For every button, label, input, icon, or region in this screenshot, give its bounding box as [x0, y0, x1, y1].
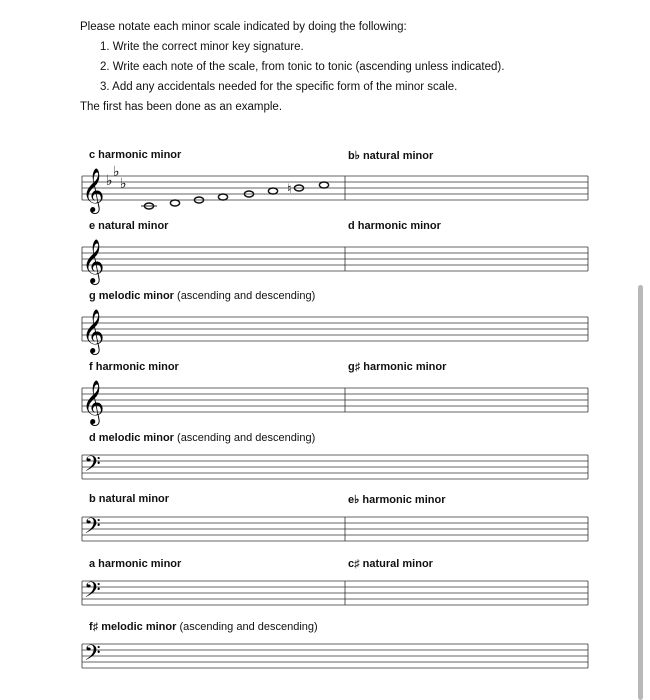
bass-clef-icon: 𝄢: [84, 578, 101, 608]
bass-clef-icon: 𝄢: [84, 641, 101, 671]
staff-a-harmonic-csharp-natural: [0, 567, 650, 627]
treble-clef-icon: 𝄞: [82, 239, 105, 283]
staff-e-natural-d-harmonic: [0, 233, 650, 293]
key-signature-flat-b: ♭: [106, 173, 113, 189]
note-f-whole: [218, 194, 227, 200]
exercise-label-g-melodic-minor: g melodic minor (ascending and descending): [89, 290, 316, 302]
note-aflat-whole: [268, 188, 277, 194]
exercise-label-b-natural-minor: b natural minor: [89, 493, 170, 505]
staff-c-harmonic-minor-example: [0, 162, 650, 222]
exercise-label-d-melodic-minor: d melodic minor (ascending and descending): [89, 432, 316, 444]
exercise-label-f-harmonic-minor: f harmonic minor: [89, 361, 179, 373]
exercise-label-c-harmonic-minor: c harmonic minor: [89, 149, 182, 161]
staff-f-harmonic-gsharp-harmonic: [0, 374, 650, 434]
note-d-whole: [170, 200, 179, 206]
note-c-high-whole: [319, 182, 328, 188]
instructions-intro: Please notate each minor scale indicated by doing the following:: [80, 21, 407, 33]
vertical-scrollbar[interactable]: [638, 285, 643, 700]
natural-accidental: ♮: [287, 182, 292, 197]
exercise-label-fsharp-melodic-minor: f♯ melodic minor (ascending and descending): [89, 621, 318, 633]
instructions-outro: The first has been done as an example.: [80, 101, 283, 113]
staff-fsharp-melodic-minor: [0, 630, 650, 690]
exercise-label-d-harmonic-minor: d harmonic minor: [348, 220, 441, 232]
staff-b-natural-eflat-harmonic: [0, 503, 650, 563]
staff-d-melodic-minor: [0, 441, 650, 501]
instruction-step-2: 2. Write each note of the scale, from tonic to tonic (ascending unless indicated).: [100, 61, 505, 73]
treble-clef-icon: 𝄞: [82, 380, 105, 424]
treble-clef-icon: 𝄞: [82, 309, 105, 353]
exercise-label-a-harmonic-minor: a harmonic minor: [89, 558, 182, 570]
bass-clef-icon: 𝄢: [84, 514, 101, 544]
instruction-step-3: 3. Add any accidentals needed for the specific form of the minor scale.: [100, 81, 458, 93]
exercise-label-e-natural-minor: e natural minor: [89, 220, 169, 232]
exercise-label-gsharp-harmonic-minor: g♯ harmonic minor: [348, 361, 447, 373]
instruction-step-1: 1. Write the correct minor key signature.: [100, 41, 304, 53]
treble-clef-icon: 𝄞: [82, 168, 105, 212]
exercise-label-eflat-harmonic-minor: e♭ harmonic minor: [348, 494, 446, 506]
key-signature-flat-a: ♭: [120, 176, 127, 192]
exercise-label-bflat-natural-minor: b♭ natural minor: [348, 150, 434, 162]
staff-g-melodic-minor: [0, 303, 650, 363]
exercise-label-csharp-natural-minor: c♯ natural minor: [348, 558, 433, 570]
key-signature-flat-e: ♭: [113, 164, 120, 180]
bass-clef-icon: 𝄢: [84, 452, 101, 482]
